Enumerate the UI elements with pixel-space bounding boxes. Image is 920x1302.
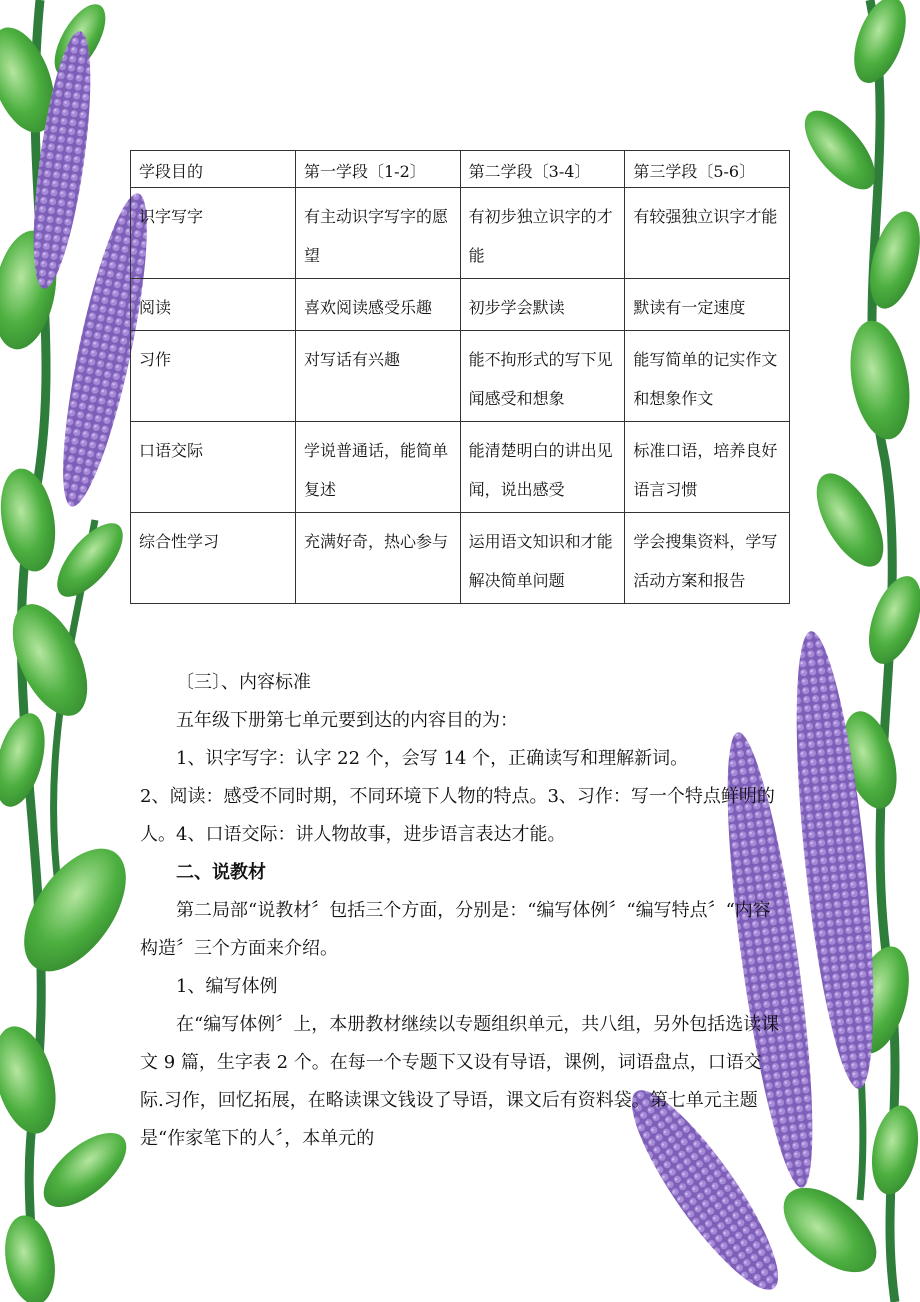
table-cell: 能清楚明白的讲出见闻，说出感受 <box>460 422 625 513</box>
table-header-row <box>131 151 790 188</box>
table-cell: 学会搜集资料，学写活动方案和报告 <box>625 513 790 604</box>
paragraph: 在“编写体例〞上，本册教材继续以专题组织单元，共八组，另外包括选读课文 9 篇，生字表 2 个。在每一个专题下又设有导语，课例，词语盘点，口语交际.习作，回忆拓展，在略读课文钱设了导语，课文后有资料袋。第七单元主题是“作家笔下的人〞，本单元的 <box>140 1014 780 1149</box>
table-cell: 阅读 <box>131 279 296 331</box>
table-cell: 充满好奇，热心参与 <box>296 513 461 604</box>
table-header-cell: 第二学段〔3-4〕 <box>460 151 625 188</box>
body-text <box>140 664 785 1158</box>
subsection-heading: 1、编写体例 <box>176 976 278 997</box>
paragraph: 五年级下册第七单元要到达的内容目的为： <box>176 710 518 731</box>
section-heading-textbook: 二、说教材 <box>176 862 266 883</box>
table-header-cell: 学段目的 <box>131 151 296 188</box>
table-cell: 标准口语，培养良好语言习惯 <box>625 422 790 513</box>
paragraph: 1、识字写字：认字 22 个，会写 14 个，正确读写和理解新词。 <box>176 748 689 769</box>
table-row <box>131 422 790 513</box>
table-cell: 对写话有兴趣 <box>296 331 461 422</box>
table-header-cell: 第一学段〔1-2〕 <box>296 151 461 188</box>
table-cell: 识字写字 <box>131 188 296 279</box>
curriculum-standards-table <box>130 150 790 604</box>
table-cell: 能写简单的记实作文和想象作文 <box>625 331 790 422</box>
table-cell: 默读有一定速度 <box>625 279 790 331</box>
table-row <box>131 188 790 279</box>
table-cell: 有较强独立识字才能 <box>625 188 790 279</box>
paragraph: 2、阅读：感受不同时期，不同环境下人物的特点。3、习作：写一个特点鲜明的人。4、口语交际：讲人物故事，进步语言表达才能。 <box>140 786 775 845</box>
table-header-cell: 第三学段〔5-6〕 <box>625 151 790 188</box>
table-row <box>131 279 790 331</box>
table-cell: 有初步独立识字的才能 <box>460 188 625 279</box>
table-cell: 初步学会默读 <box>460 279 625 331</box>
table-cell: 综合性学习 <box>131 513 296 604</box>
paragraph: 第二局部“说教材〞包括三个方面，分别是：“编写体例〞“编写特点〞“内容构造〞三个方面来介绍。 <box>140 900 771 959</box>
table-cell: 学说普通话，能简单复述 <box>296 422 461 513</box>
table-cell: 能不拘形式的写下见闻感受和想象 <box>460 331 625 422</box>
table-cell: 喜欢阅读感受乐趣 <box>296 279 461 331</box>
table-cell: 习作 <box>131 331 296 422</box>
table-cell: 运用语文知识和才能解决简单问题 <box>460 513 625 604</box>
table-cell: 有主动识字写字的愿望 <box>296 188 461 279</box>
table-row <box>131 513 790 604</box>
table-cell: 口语交际 <box>131 422 296 513</box>
section-heading-content-standards: 〔三〕、内容标准 <box>176 672 311 693</box>
table-row <box>131 331 790 422</box>
